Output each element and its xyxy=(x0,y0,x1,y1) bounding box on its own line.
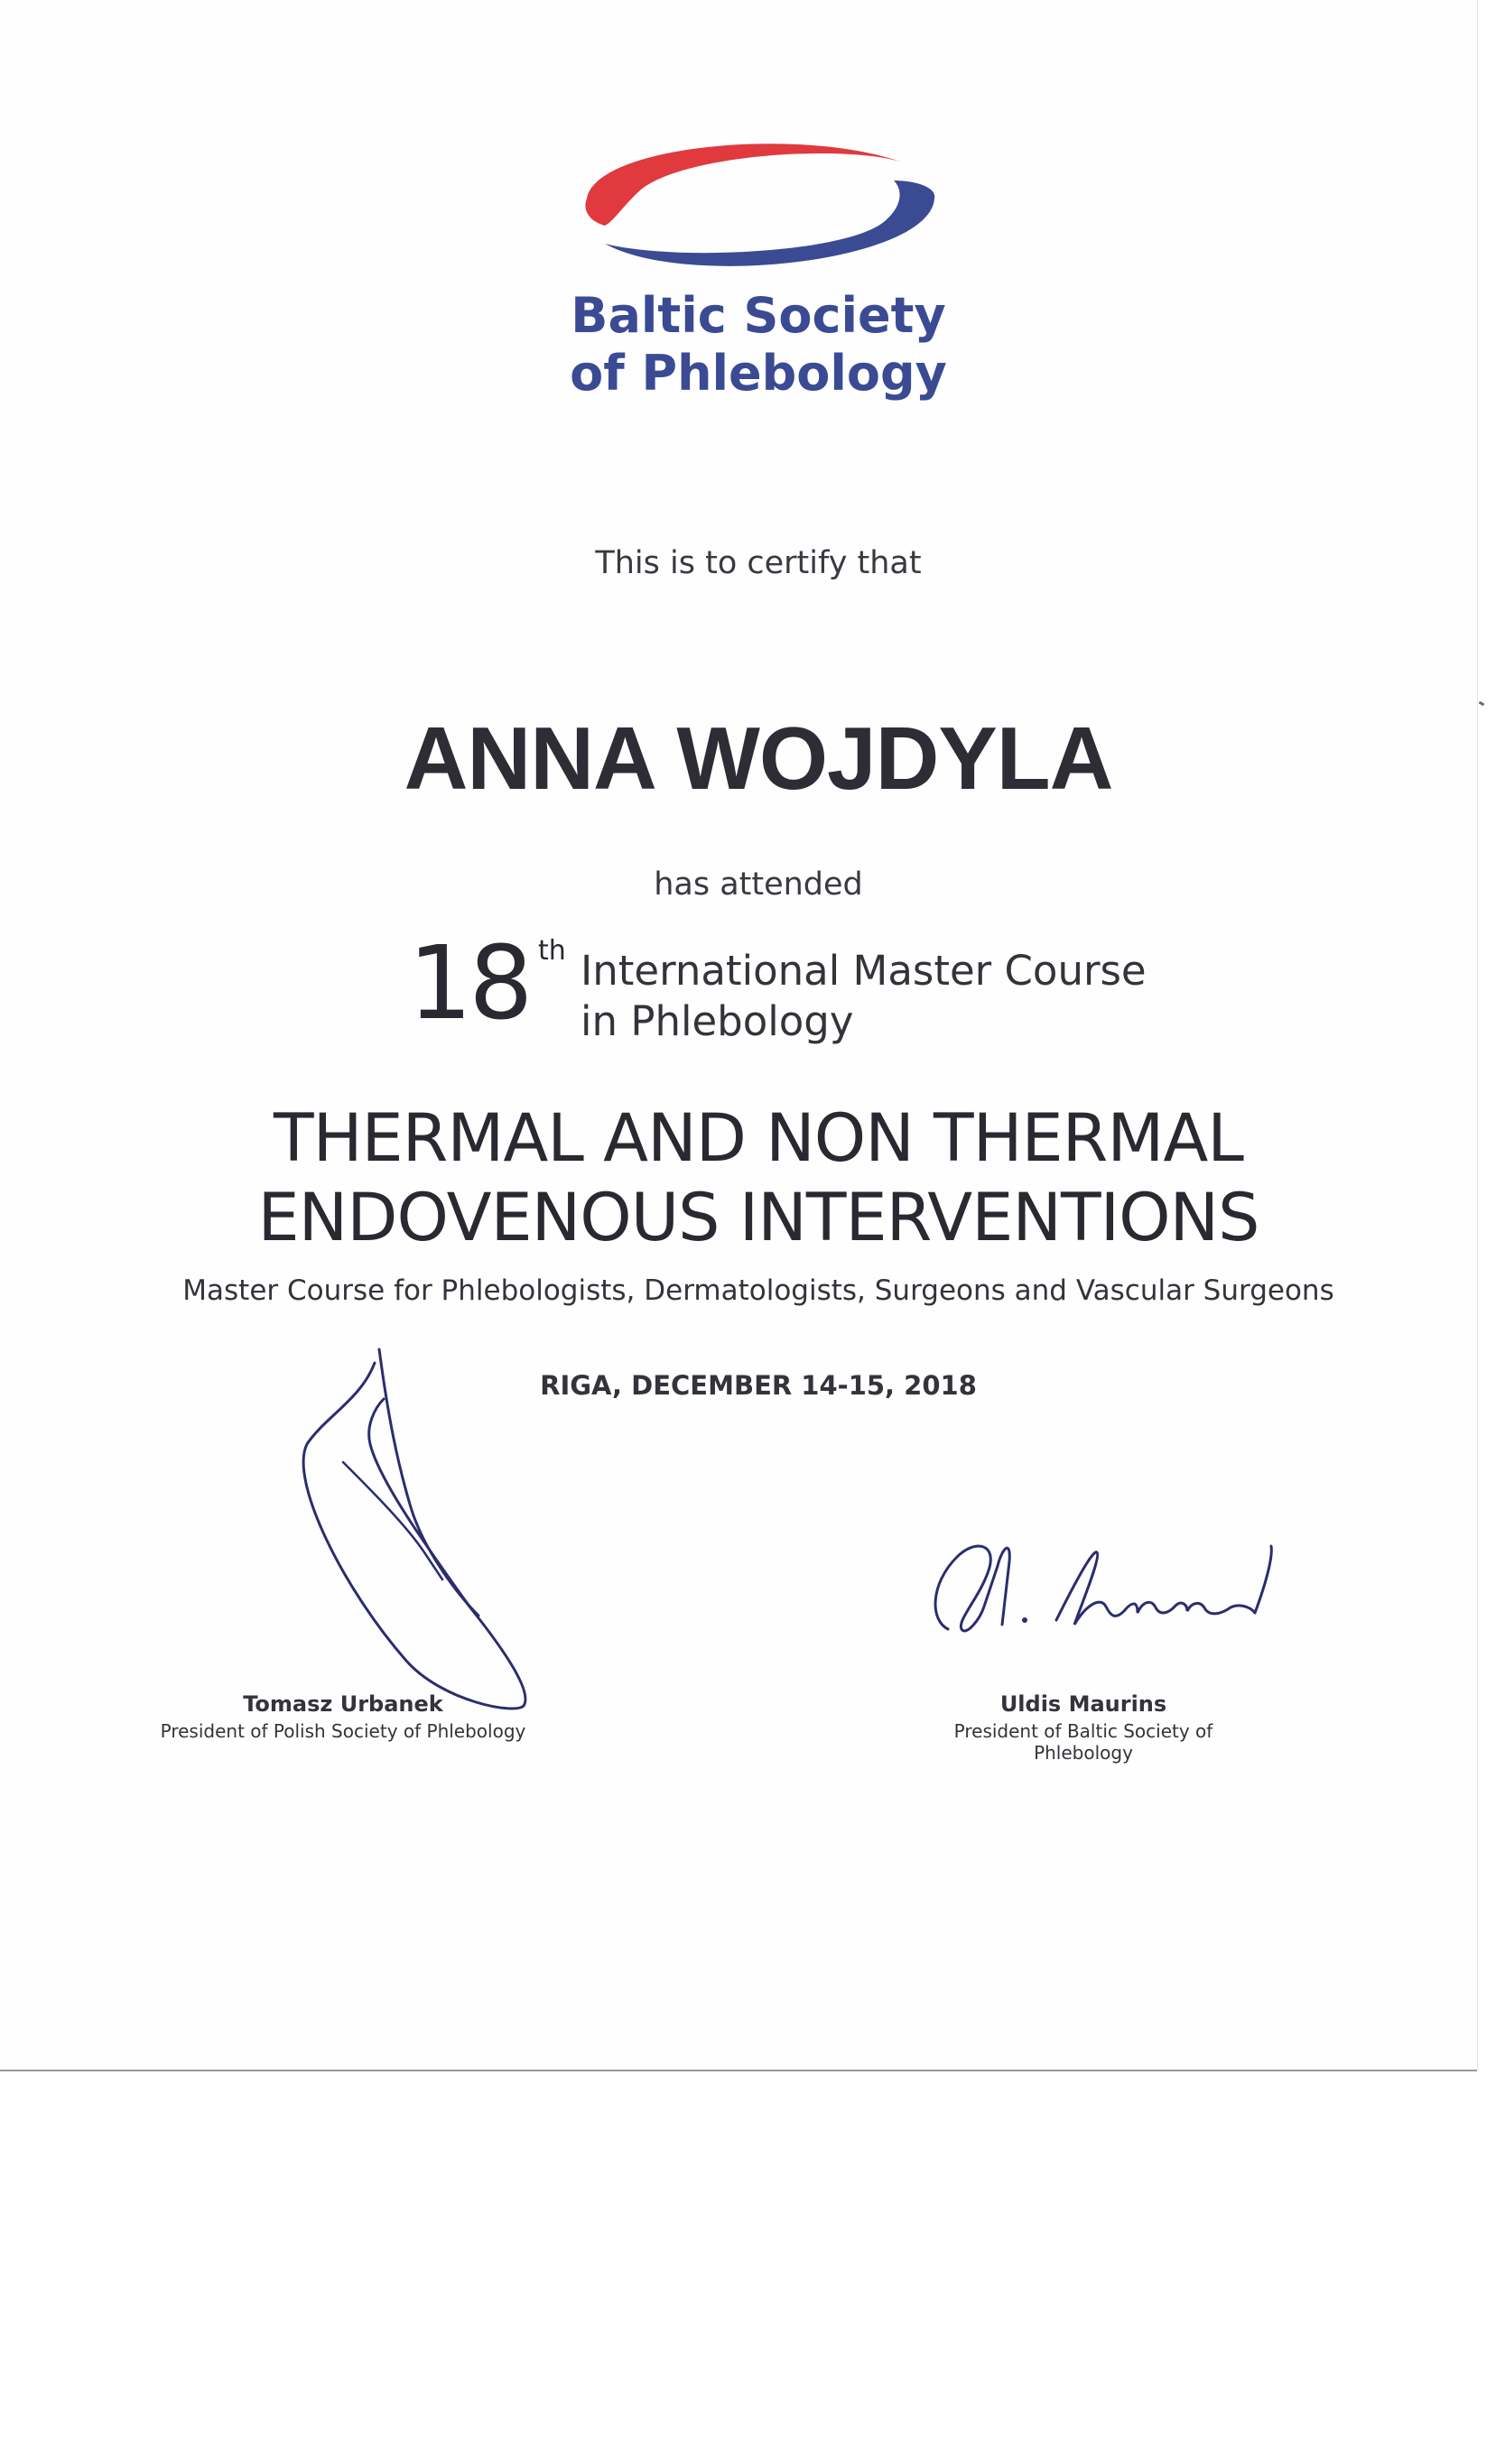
course-audience: Master Course for Phlebologists, Dermatologists, Surgeons and Vascular Surgeons xyxy=(182,1274,1334,1307)
course-topic-line2: ENDOVENOUS INTERVENTIONS xyxy=(257,1180,1259,1256)
course-name-line2: in Phlebology xyxy=(581,997,854,1045)
certify-statement: This is to certify that xyxy=(595,545,922,581)
signature-maurins-icon xyxy=(912,1530,1291,1647)
scan-page-edge xyxy=(0,2070,1477,2071)
edition-ordinal-suffix: th xyxy=(538,935,566,967)
signatory-name: Tomasz Urbanek xyxy=(243,1691,443,1717)
signatory-title: President of Baltic Society of Phlebology xyxy=(953,1720,1213,1764)
place-and-date: RIGA, DECEMBER 14-15, 2018 xyxy=(540,1370,977,1401)
society-name xyxy=(506,287,1011,403)
scan-speck xyxy=(1479,701,1485,707)
signature-urbanek-icon xyxy=(289,1345,542,1724)
signatory-name: Uldis Maurins xyxy=(999,1691,1167,1717)
course-topic-line1: THERMAL AND NON THERMAL xyxy=(274,1100,1243,1177)
edition-number: 18 xyxy=(408,925,530,1042)
signatory-urbanek xyxy=(144,1691,542,1742)
attended-statement: has attended xyxy=(654,866,863,903)
society-logo-icon xyxy=(578,135,939,280)
signatory-maurins xyxy=(903,1691,1264,1764)
society-name-line2: of Phlebology xyxy=(570,345,947,402)
course-topic xyxy=(0,1099,1505,1258)
recipient-name: ANNA WOJDYLA xyxy=(404,709,1113,808)
course-name-line1: International Master Course xyxy=(581,947,1147,995)
society-name-line1: Baltic Society xyxy=(571,287,946,344)
signatory-title: President of Polish Society of Phlebology xyxy=(160,1720,526,1742)
course-name xyxy=(581,946,1147,1047)
